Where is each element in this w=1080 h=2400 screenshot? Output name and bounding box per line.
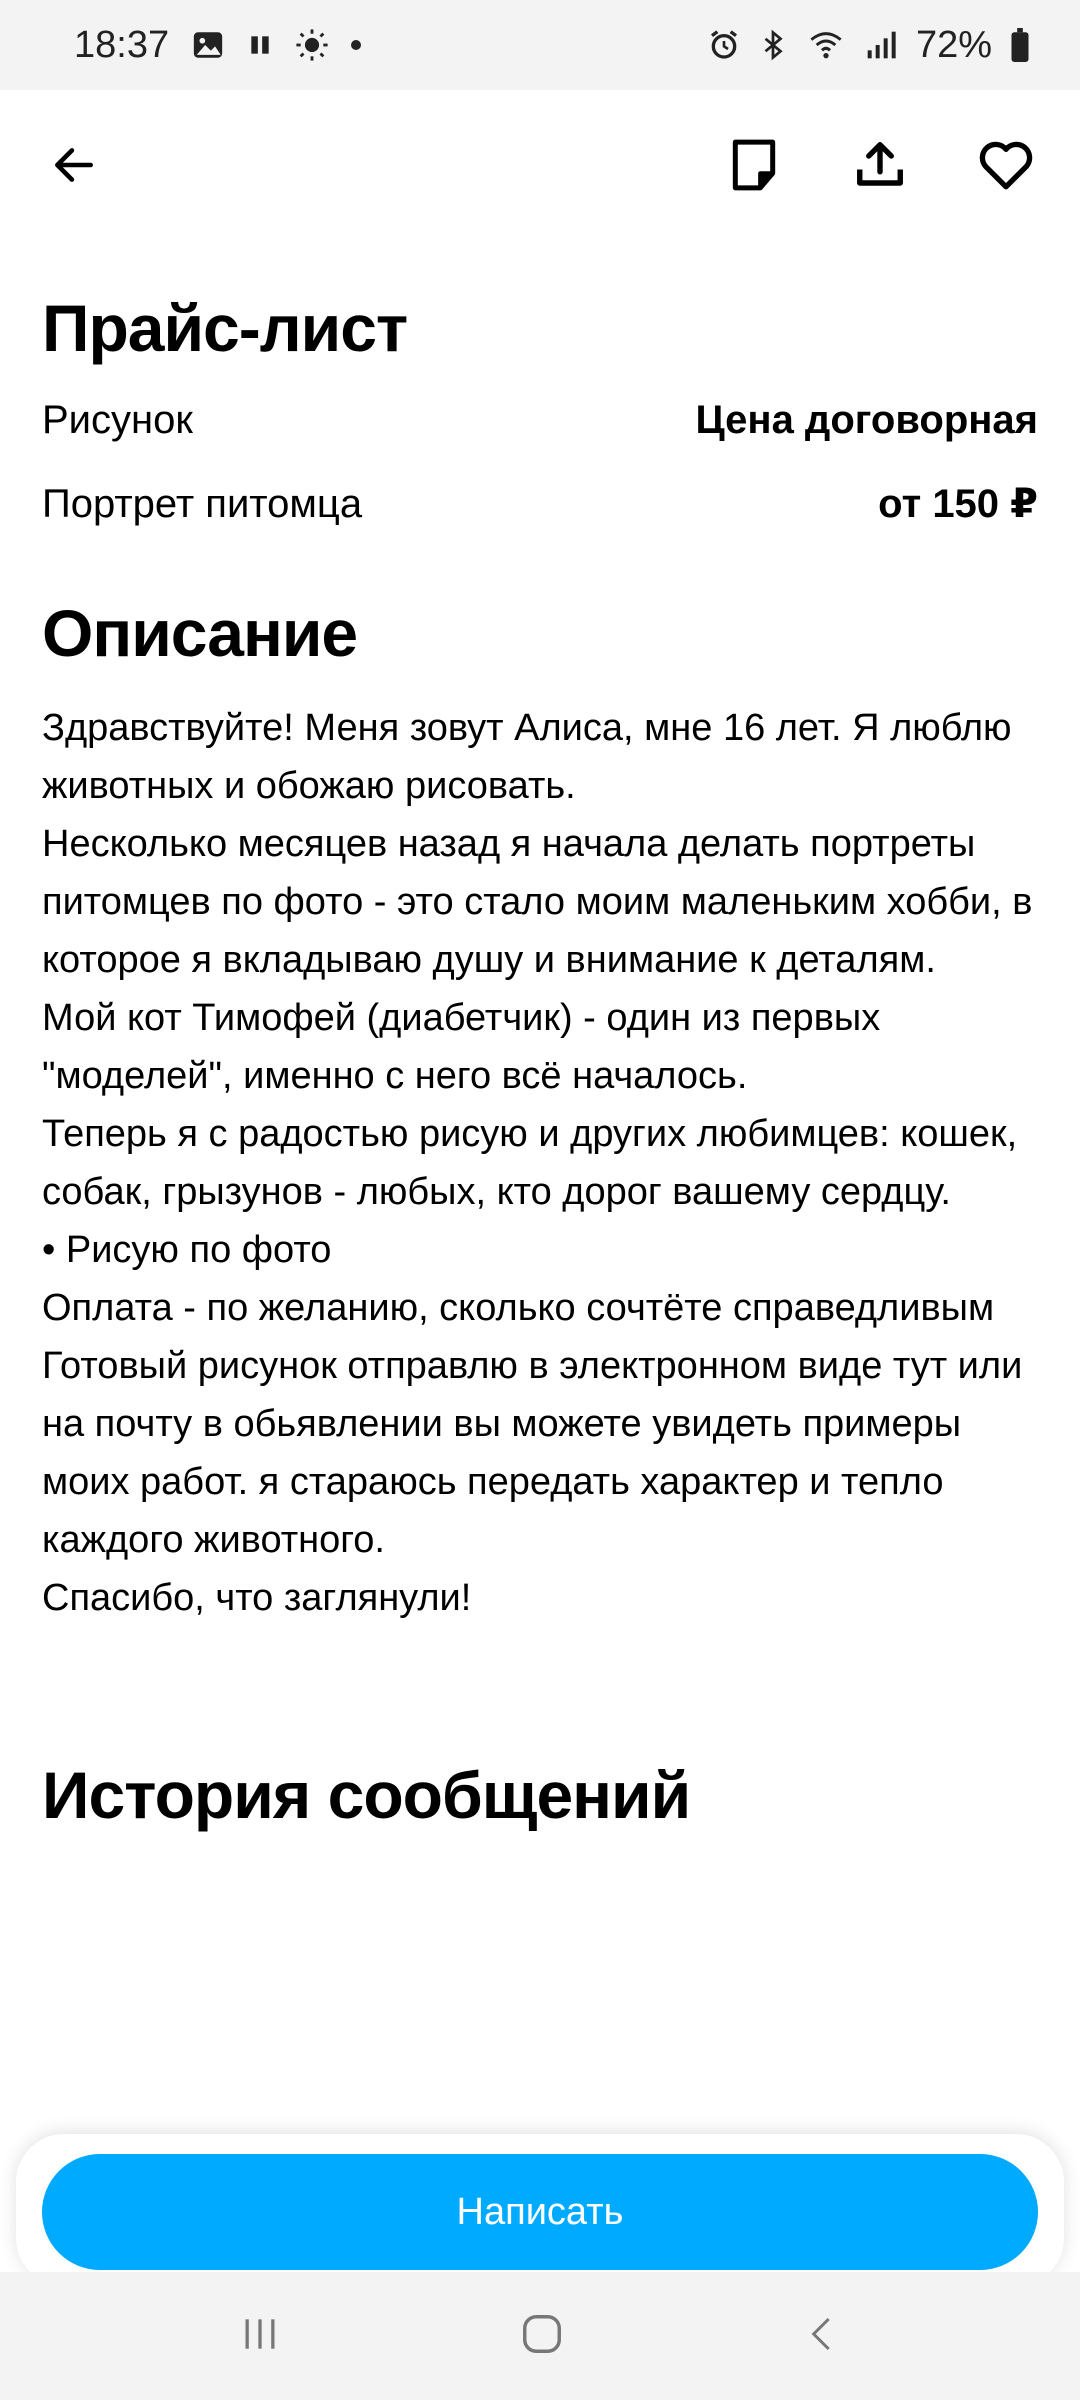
- image-icon: [191, 28, 225, 62]
- status-bar: [0, 0, 1080, 90]
- price-label: Портрет питомца: [42, 481, 363, 526]
- description-paragraph: Готовый рисунок отправлю в электронном виде тут или на почту в обьявлении вы можете увидеть примеры моих работ. я стараюсь передать характер и тепло каждого животного.: [42, 1345, 1023, 1561]
- price-label: Рисунок: [42, 398, 193, 442]
- pause-icon: [247, 32, 273, 58]
- description-paragraph: Теперь я с радостью рисую и других любимцев: кошек, собак, грызунов - любых, кто дорог вашему сердцу.: [42, 1113, 1018, 1213]
- description-text: [42, 699, 1038, 1627]
- notification-dot-icon: [351, 40, 361, 50]
- price-value: Цена договорная: [695, 398, 1038, 442]
- description-paragraph: Оплата - по желанию, сколько сочтёте справедливым: [42, 1287, 995, 1329]
- message-history-title: История сообщений: [42, 1758, 691, 1832]
- bluetooth-icon: [758, 29, 788, 61]
- alarm-icon: [708, 29, 740, 61]
- description-paragraph: Спасибо, что заглянули!: [42, 1577, 472, 1619]
- recent-apps-icon[interactable]: [238, 2312, 282, 2361]
- note-icon[interactable]: [722, 133, 786, 197]
- share-icon[interactable]: [848, 133, 912, 197]
- battery-text: 72%: [915, 23, 992, 66]
- status-time: 18:37: [74, 23, 170, 66]
- battery-icon: [1010, 28, 1030, 62]
- main-content: [42, 240, 1038, 1833]
- price-row: [42, 481, 1038, 527]
- description-paragraph: Здравствуйте! Меня зовут Алиса, мне 16 лет. Я люблю животных и обожаю рисовать.: [42, 707, 1012, 807]
- wifi-icon: [806, 29, 846, 61]
- price-row: [42, 398, 1038, 443]
- description-title: Описание: [42, 596, 358, 670]
- description-paragraph: Мой кот Тимофей (диабетчик) - один из первых "моделей", именно с него всё началось.: [42, 997, 881, 1097]
- back-arrow-icon[interactable]: [42, 133, 106, 197]
- price-value: от 150 ₽: [878, 482, 1038, 526]
- description-paragraph: Несколько месяцев назад я начала делать портреты питомцев по фото - это стало моим маленьким хобби, в которое я вкладываю душу и внимание к деталям.: [42, 823, 1033, 981]
- description-paragraph: • Рисую по фото: [42, 1229, 332, 1271]
- price-list-title: Прайс-лист: [42, 291, 408, 365]
- brightness-icon: [295, 28, 329, 62]
- system-navigation-bar: [0, 2272, 1080, 2400]
- write-button[interactable]: Написать: [42, 2154, 1038, 2270]
- system-back-icon[interactable]: [802, 2311, 842, 2362]
- top-app-bar: [0, 90, 1080, 240]
- home-icon[interactable]: [519, 2311, 565, 2362]
- bottom-action-card: [16, 2134, 1064, 2286]
- signal-icon: [864, 29, 898, 61]
- heart-icon[interactable]: [974, 133, 1038, 197]
